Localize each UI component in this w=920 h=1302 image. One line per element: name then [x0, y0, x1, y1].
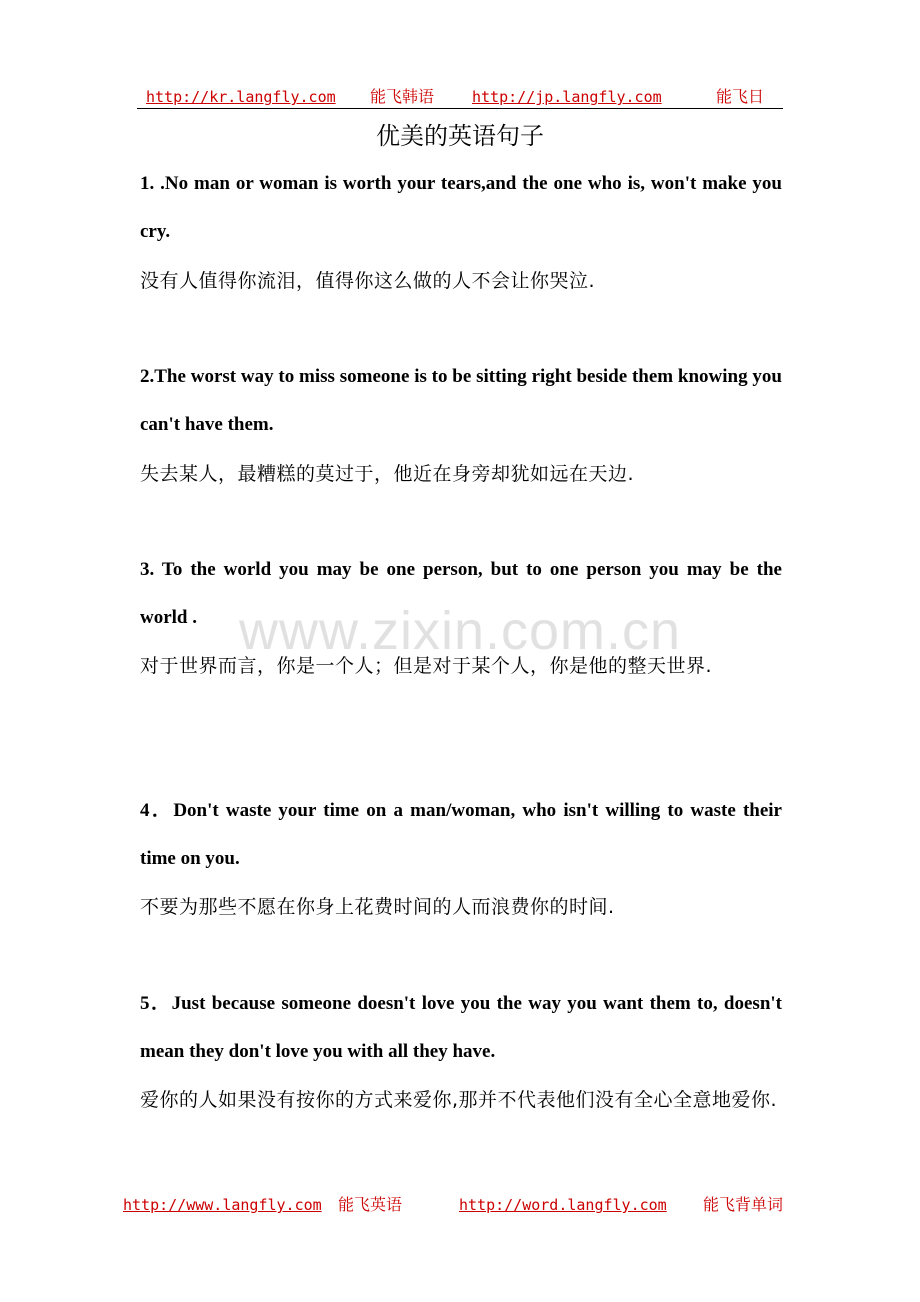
page-title: 优美的英语句子 [376, 122, 544, 150]
sentence-3-chinese: 对于世界而言，你是一个人；但是对于某个人，你是他的整天世界. [140, 655, 713, 677]
sentence-1-english: 1. .No man or woman is worth your tears,and the one who is, won't make you cry. [140, 173, 782, 242]
sentence-5-chinese: 爱你的人如果没有按你的方式来爱你,那并不代表他们没有全心全意地爱你. [140, 1089, 778, 1111]
footer-link-word[interactable]: http://word.langfly.com [459, 1196, 667, 1214]
sentence-2-english: 2.The worst way to miss someone is to be sitting right beside them knowing you can't have them. [140, 366, 782, 435]
page-footer [0, 1192, 920, 1218]
sentence-4-english: 4．Don't waste your time on a man/woman, who isn't willing to waste their time on you. [140, 800, 782, 869]
sentence-2-chinese: 失去某人，最糟糕的莫过于，他近在身旁却犹如远在天边. [140, 463, 635, 485]
page-header [137, 86, 783, 109]
header-link-kr[interactable]: http://kr.langfly.com [146, 88, 336, 106]
header-label-korean: 能飞韩语 [370, 87, 435, 106]
footer-label-vocabulary: 能飞背单词 [703, 1195, 784, 1214]
header-link-jp[interactable]: http://jp.langfly.com [472, 88, 662, 106]
sentence-3-english: 3. To the world you may be one person, but to one person you may be the world . [140, 559, 782, 628]
header-label-japanese: 能飞日 [716, 87, 765, 106]
footer-label-english: 能飞英语 [338, 1195, 403, 1214]
watermark: www.zixin.com.cn [238, 601, 682, 661]
sentence-1-chinese: 没有人值得你流泪，值得你这么做的人不会让你哭泣. [140, 270, 596, 292]
sentence-5-english: 5．Just because someone doesn't love you the way you want them to, doesn't mean they don't love you with all they have. [140, 993, 782, 1062]
footer-link-www[interactable]: http://www.langfly.com [123, 1196, 322, 1214]
sentence-4-chinese: 不要为那些不愿在你身上花费时间的人而浪费你的时间. [140, 896, 615, 918]
